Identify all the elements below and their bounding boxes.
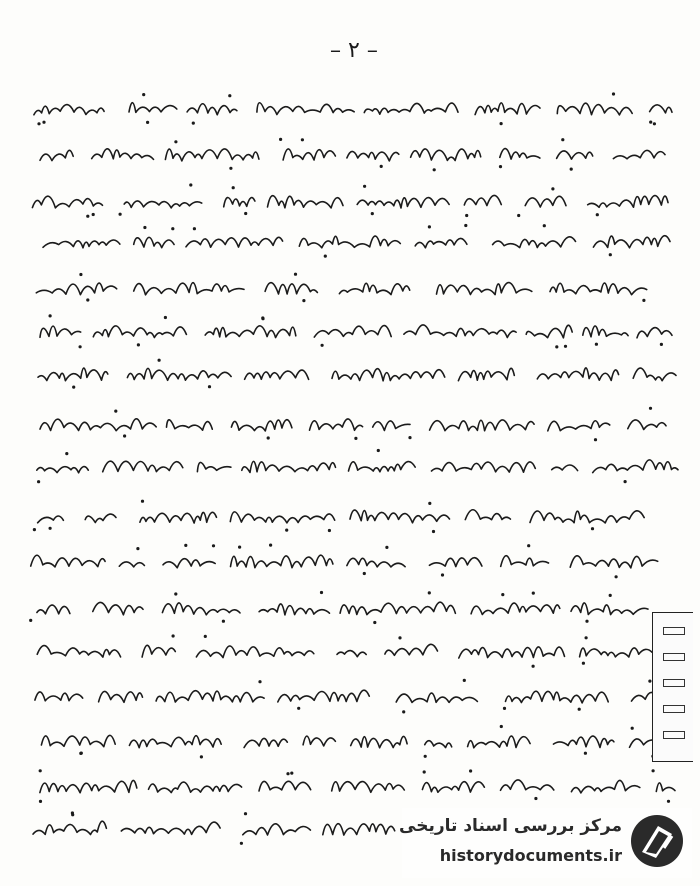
diacritic-dot: [244, 212, 247, 215]
handwritten-line: [31, 544, 658, 579]
handwriting-stroke: [314, 326, 391, 338]
handwritten-line: [39, 769, 675, 803]
handwriting-stroke: [571, 780, 639, 792]
diacritic-dot: [240, 842, 243, 845]
handwriting-stroke: [40, 326, 81, 337]
handwritten-line: [41, 725, 659, 759]
diacritic-dot: [642, 299, 645, 302]
handwriting-stroke: [163, 559, 215, 568]
diacritic-dot: [503, 707, 506, 710]
diacritic-dot: [193, 227, 196, 230]
diacritic-dot: [42, 121, 45, 124]
handwriting-stroke: [149, 782, 242, 793]
diacritic-dot: [609, 253, 612, 256]
diacritic-dot: [192, 122, 195, 125]
handwriting-stroke: [119, 562, 144, 567]
handwriting-stroke: [142, 645, 175, 657]
handwriting-stroke: [38, 516, 64, 523]
diacritic-dot: [79, 752, 82, 755]
handwriting-stroke: [129, 103, 177, 113]
handwriting-stroke: [583, 326, 628, 337]
handwriting-stroke: [134, 283, 244, 295]
diacritic-dot: [433, 168, 436, 171]
handwriting-stroke: [93, 602, 143, 614]
handwriting-stroke: [339, 283, 409, 294]
diacritic-dot: [578, 708, 581, 711]
diacritic-dot: [649, 407, 652, 410]
handwriting-stroke: [425, 741, 452, 748]
diacritic-dot: [258, 680, 261, 683]
handwriting-stroke: [404, 325, 516, 338]
diacritic-dot: [294, 273, 297, 276]
handwriting-stroke: [430, 420, 534, 431]
handwriting-stroke: [40, 780, 137, 792]
handwriting-stroke: [43, 240, 120, 248]
handwriting-stroke: [570, 556, 658, 568]
margin-tab-mark: [663, 627, 685, 635]
handwriting-stroke: [33, 821, 106, 834]
diacritic-dot: [39, 800, 42, 803]
diacritic-dot: [615, 575, 618, 578]
watermark: [399, 808, 692, 878]
handwriting-stroke: [633, 368, 676, 381]
handwriting-stroke: [99, 691, 143, 702]
diacritic-dot: [228, 94, 231, 97]
diacritic-dot: [609, 594, 612, 597]
diacritic-dot: [653, 122, 656, 125]
handwriting-stroke: [347, 558, 405, 567]
handwriting-stroke: [231, 420, 292, 431]
diacritic-dot: [301, 138, 304, 141]
handwriting-stroke: [628, 420, 666, 430]
margin-tab-mark: [663, 679, 685, 687]
handwriting-stroke: [283, 149, 335, 160]
diacritic-dot: [229, 167, 232, 170]
diacritic-dot: [591, 527, 594, 530]
diacritic-dot: [279, 138, 282, 141]
handwriting-stroke: [552, 465, 578, 471]
handwriting-stroke: [351, 736, 407, 747]
diacritic-dot: [532, 665, 535, 668]
diacritic-dot: [171, 227, 174, 230]
diacritic-dot: [561, 138, 564, 141]
diacritic-dot: [380, 165, 383, 168]
handwritten-line: [40, 407, 666, 442]
diacritic-dot: [667, 800, 670, 803]
handwriting-stroke: [242, 461, 336, 472]
handwriting-stroke: [458, 368, 514, 380]
diacritic-dot: [114, 410, 117, 413]
handwriting-stroke: [471, 603, 560, 614]
margin-tab-mark: [663, 653, 685, 661]
handwritten-line: [37, 449, 678, 483]
diacritic-dot: [517, 214, 520, 217]
handwriting-stroke: [550, 283, 647, 295]
diacritic-dot: [119, 213, 122, 216]
handwriting-stroke: [165, 149, 259, 161]
diacritic-dot: [208, 385, 211, 388]
diacritic-dot: [137, 343, 140, 346]
diacritic-dot: [328, 529, 331, 532]
handwriting-stroke: [475, 103, 540, 115]
handwriting-stroke: [350, 510, 450, 523]
diacritic-dot: [585, 620, 588, 623]
diacritic-dot: [204, 635, 207, 638]
diacritic-dot: [49, 527, 52, 530]
diacritic-dot: [189, 183, 192, 186]
handwriting-stroke: [92, 149, 154, 160]
handwritten-line: [37, 634, 652, 667]
diacritic-dot: [143, 226, 146, 229]
diacritic-dot: [86, 215, 89, 218]
diacritic-dot: [527, 544, 530, 547]
handwriting-stroke: [41, 735, 115, 746]
diacritic-dot: [534, 797, 537, 800]
handwriting-stroke: [357, 198, 449, 208]
handwriting-stroke: [259, 604, 329, 615]
diacritic-dot: [324, 255, 327, 258]
handwriting-stroke: [134, 237, 174, 247]
handwriting-stroke: [429, 558, 482, 567]
handwriting-stroke: [340, 602, 455, 614]
handwriting-stroke: [231, 555, 333, 567]
diacritic-dot: [222, 620, 225, 623]
diacritic-dot: [371, 212, 374, 215]
diacritic-dot: [164, 316, 167, 319]
handwriting-stroke: [650, 105, 672, 113]
handwriting-stroke: [464, 195, 501, 205]
diacritic-dot: [184, 544, 187, 547]
handwriting-stroke: [656, 783, 675, 792]
handwriting-stroke: [197, 462, 231, 471]
handwriting-stroke: [364, 103, 458, 114]
handwriting-stroke: [299, 236, 400, 248]
diacritic-dot: [428, 225, 431, 228]
diacritic-dot: [398, 636, 401, 639]
diacritic-dot: [551, 187, 554, 190]
diacritic-dot: [37, 480, 40, 483]
handwriting-stroke: [349, 462, 416, 472]
diacritic-dot: [363, 572, 366, 575]
handwriting-stroke: [310, 419, 363, 430]
diacritic-dot: [594, 438, 597, 441]
diacritic-dot: [631, 727, 634, 730]
handwriting-stroke: [257, 103, 354, 115]
diacritic-dot: [302, 299, 305, 302]
handwriting-stroke: [37, 605, 70, 614]
diacritic-dot: [238, 546, 241, 549]
diacritic-dot: [465, 214, 468, 217]
handwriting-stroke: [593, 460, 678, 473]
diacritic-dot: [141, 500, 144, 503]
diacritic-dot: [532, 592, 535, 595]
handwriting-stroke: [196, 646, 313, 658]
handwriting-stroke: [167, 420, 213, 430]
diacritic-dot: [33, 528, 36, 531]
handwriting-stroke: [187, 104, 237, 115]
diacritic-dot: [564, 345, 567, 348]
handwritten-line: [40, 314, 672, 348]
handwritten-line: [33, 500, 644, 534]
handwriting-stroke: [373, 421, 410, 431]
diacritic-dot: [71, 811, 74, 814]
diacritic-dot: [582, 662, 585, 665]
handwriting-stroke: [230, 512, 334, 523]
diacritic-dot: [596, 213, 599, 216]
margin-tab-mark: [663, 731, 685, 739]
handwritten-line: [35, 679, 658, 714]
margin-tab: [652, 612, 693, 762]
diacritic-dot: [267, 436, 270, 439]
diacritic-dot: [136, 547, 139, 550]
diacritic-dot: [402, 710, 405, 713]
diacritic-dot: [464, 224, 467, 227]
diacritic-dot: [320, 591, 323, 594]
page-number: – ٢ –: [330, 38, 378, 63]
diacritic-dot: [269, 544, 272, 547]
diacritic-dot: [29, 619, 32, 622]
handwriting-stroke: [332, 782, 405, 793]
handwriting-stroke: [571, 603, 648, 615]
handwriting-stroke: [337, 651, 366, 657]
handwritten-line: [34, 92, 672, 125]
handwriting-stroke: [557, 151, 593, 159]
handwriting-stroke: [501, 556, 549, 567]
diacritic-dot: [441, 573, 444, 576]
handwriting-stroke: [385, 644, 438, 655]
handwriting-stroke: [140, 512, 217, 523]
diacritic-dot: [543, 224, 546, 227]
diacritic-dot: [652, 769, 655, 772]
diacritic-dot: [172, 634, 175, 637]
diacritic-dot: [424, 755, 427, 758]
diacritic-dot: [469, 769, 472, 772]
diacritic-dot: [555, 345, 558, 348]
handwriting-stroke: [465, 510, 510, 520]
handwriting-stroke: [493, 237, 576, 248]
handwriting-stroke: [37, 646, 120, 658]
handwriting-stroke: [580, 648, 652, 657]
handwriting-stroke: [525, 196, 566, 207]
handwriting-stroke: [593, 236, 670, 248]
diacritic-dot: [174, 140, 177, 143]
diacritic-dot: [595, 343, 598, 346]
diacritic-dot: [501, 593, 504, 596]
diacritic-dot: [321, 344, 324, 347]
diacritic-dot: [363, 185, 366, 188]
handwritten-line: [40, 138, 665, 172]
handwriting-stroke: [103, 461, 183, 472]
handwriting-stroke: [35, 692, 83, 701]
diacritic-dot: [500, 725, 503, 728]
handwriting-stroke: [332, 369, 445, 381]
archive-logo-icon: [628, 812, 686, 870]
diacritic-dot: [423, 770, 426, 773]
handwriting-stroke: [347, 151, 399, 160]
diacritic-dot: [39, 769, 42, 772]
diacritic-dot: [79, 273, 82, 276]
handwritten-line: [32, 183, 668, 217]
diacritic-dot: [373, 621, 376, 624]
handwritten-line: [33, 811, 395, 845]
handwriting-stroke: [40, 150, 73, 160]
diacritic-dot: [463, 679, 466, 682]
diacritic-dot: [142, 93, 145, 96]
diacritic-dot: [200, 755, 203, 758]
diacritic-dot: [65, 452, 68, 455]
handwriting-stroke: [85, 514, 116, 522]
handwriting-stroke: [186, 237, 283, 247]
handwriting-stroke: [537, 368, 618, 380]
handwriting-stroke: [31, 555, 105, 567]
diacritic-dot: [285, 529, 288, 532]
handwriting-stroke: [526, 325, 572, 338]
handwriting-stroke: [500, 149, 540, 160]
diacritic-dot: [49, 314, 52, 317]
handwriting-stroke: [244, 738, 287, 747]
diacritic-dot: [37, 122, 40, 125]
diacritic-dot: [500, 122, 503, 125]
handwriting-stroke: [396, 693, 477, 702]
handwriting-stroke: [162, 603, 240, 615]
diacritic-dot: [92, 213, 95, 216]
diacritic-dot: [79, 345, 82, 348]
watermark-url: historydocuments.ir: [439, 846, 622, 865]
diacritic-dot: [649, 121, 652, 124]
handwriting-stroke: [124, 201, 202, 208]
diacritic-dot: [212, 544, 215, 547]
diacritic-dot: [174, 592, 177, 595]
diacritic-dot: [585, 636, 588, 639]
handwriting-stroke: [415, 238, 467, 247]
handwriting-stroke: [34, 105, 104, 115]
handwriting-stroke: [437, 283, 532, 295]
diacritic-dot: [408, 436, 411, 439]
handwriting-stroke: [613, 150, 665, 158]
handwriting-stroke: [323, 824, 395, 835]
handwriting-stroke: [303, 736, 335, 746]
handwriting-stroke: [637, 328, 672, 338]
diacritic-dot: [499, 165, 502, 168]
handwriting-stroke: [557, 103, 632, 115]
handwriting-stroke: [506, 691, 609, 703]
diacritic-dot: [146, 121, 149, 124]
diacritic-dot: [624, 480, 627, 483]
diacritic-dot: [428, 502, 431, 505]
diacritic-dot: [290, 772, 293, 775]
diacritic-dot: [232, 186, 235, 189]
diacritic-dot: [570, 168, 573, 171]
handwriting-stroke: [37, 467, 89, 473]
diacritic-dot: [584, 752, 587, 755]
handwriting-stroke: [205, 326, 296, 338]
margin-tab-mark: [663, 705, 685, 713]
handwriting-stroke: [259, 781, 311, 791]
handwriting-stroke: [93, 326, 186, 338]
handwriting-stroke: [548, 421, 610, 431]
handwriting-stroke: [459, 647, 565, 658]
handwriting-stroke: [129, 736, 221, 748]
diacritic-dot: [428, 591, 431, 594]
diacritic-dot: [354, 437, 357, 440]
handwriting-stroke: [265, 283, 317, 294]
diacritic-dot: [385, 546, 388, 549]
diacritic-dot: [158, 359, 161, 362]
handwriting-stroke: [501, 780, 554, 790]
handwritten-line: [43, 224, 670, 258]
diacritic-dot: [660, 343, 663, 346]
handwriting-stroke: [121, 822, 220, 834]
handwriting-stroke: [36, 283, 116, 295]
handwriting-stroke: [432, 462, 536, 472]
handwriting-stroke: [468, 736, 530, 748]
handwritten-line: [38, 359, 676, 389]
diacritic-dot: [123, 434, 126, 437]
handwriting-stroke: [224, 198, 255, 207]
handwriting-stroke: [243, 824, 311, 835]
handwriting-stroke: [530, 511, 644, 523]
handwriting-stroke: [553, 736, 614, 747]
handwriting-stroke: [38, 368, 108, 381]
diacritic-dot: [297, 707, 300, 710]
watermark-title: مرکز بررسی اسناد تاریخی: [399, 816, 622, 836]
diacritic-dot: [261, 317, 264, 320]
handwriting-stroke: [268, 196, 344, 208]
handwritten-line: [29, 591, 648, 624]
diacritic-dot: [286, 772, 289, 775]
diacritic-dot: [86, 298, 89, 301]
handwriting-stroke: [278, 690, 370, 702]
diacritic-dot: [377, 449, 380, 452]
diacritic-dot: [244, 812, 247, 815]
handwriting-stroke: [40, 419, 156, 431]
handwriting-stroke: [588, 196, 668, 208]
handwriting-stroke: [32, 196, 102, 208]
diacritic-dot: [612, 92, 615, 95]
handwriting-stroke: [245, 370, 309, 379]
handwriting-stroke: [411, 149, 481, 161]
handwriting-stroke: [156, 691, 264, 702]
handwritten-line: [36, 273, 646, 303]
diacritic-dot: [432, 530, 435, 533]
handwriting-stroke: [127, 368, 231, 380]
diacritic-dot: [72, 386, 75, 389]
handwriting-stroke: [422, 782, 484, 793]
